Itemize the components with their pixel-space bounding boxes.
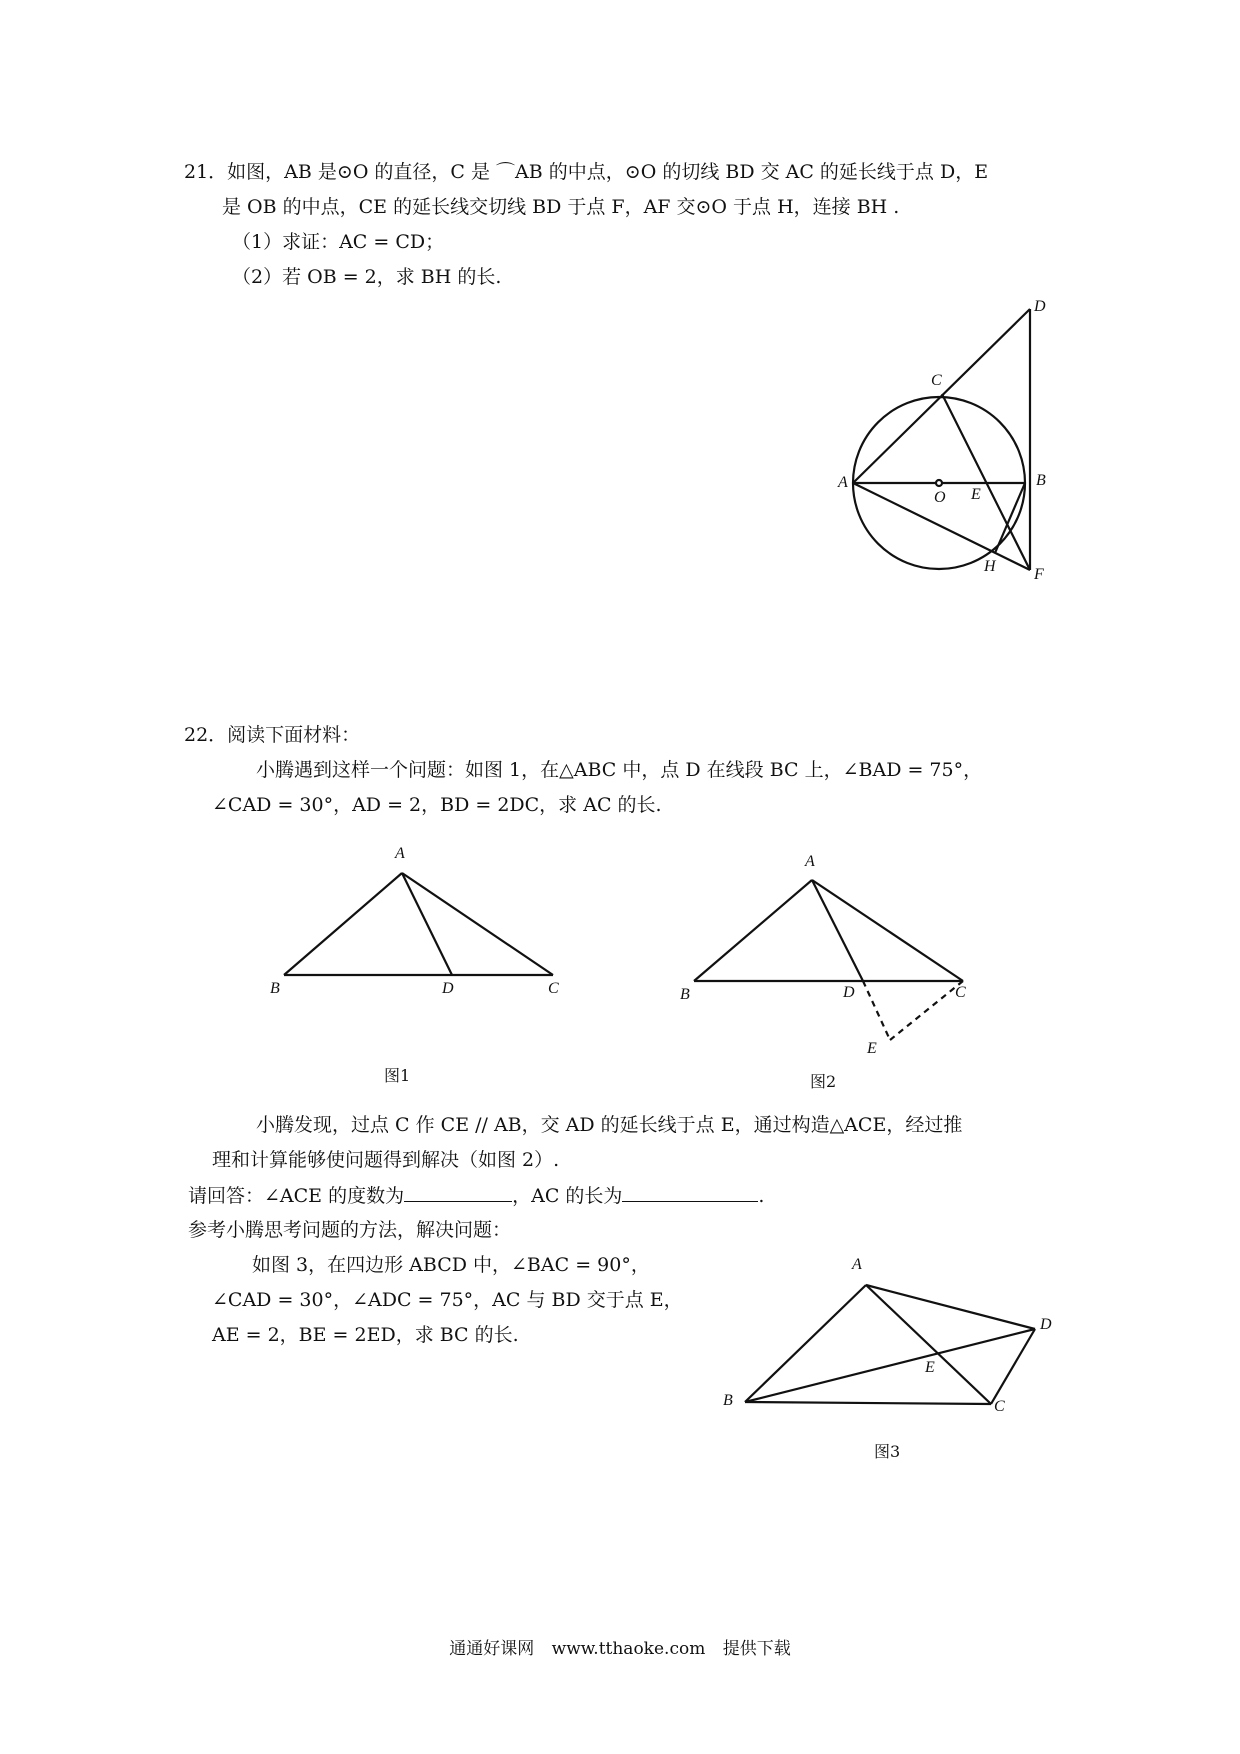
fig2 [694,880,963,1040]
fig3-label-B: B [723,1392,733,1409]
fig3-label-A: A [852,1256,862,1273]
fig2-label-B: B [680,986,690,1003]
answer-blank-ac[interactable] [622,1183,758,1202]
fig3-segment-CD [991,1329,1035,1404]
fig2-dashed-DE [863,981,890,1040]
q21-label-A: A [838,474,848,491]
footer-tail: 提供下载 [722,1639,791,1659]
fig2-label-E: E [867,1040,877,1057]
q21-label-B: B [1036,472,1046,489]
fig3-label-C: C [994,1398,1005,1415]
q22-para3-line2: ∠CAD = 30°，∠ADC = 75°，AC 与 BD 交于点 E， [212,1289,683,1311]
q21-line2: 是 OB 的中点，CE 的延长线交切线 BD 于点 F，AF 交⊙O 于点 H，连接 BH . [222,196,900,218]
q22-ref-line: 参考小腾思考问题的方法，解决问题： [188,1219,512,1241]
answer-blank-angle[interactable] [404,1183,512,1202]
q22-para2-line2: 理和计算能够使问题得到解决（如图 2）. [212,1149,560,1171]
fig2-segment-AD [812,880,863,981]
answer-prefix: 请回答：∠ACE 的度数为 [188,1185,405,1207]
q21-part2: （2）若 OB = 2，求 BH 的长. [232,266,502,288]
fig3-label-D: D [1040,1316,1052,1333]
fig2-dashed-CE [890,981,963,1040]
fig2-label-A: A [805,853,815,870]
fig2-label-C: C [955,984,966,1001]
q21-part1: （1）求证：AC = CD； [232,231,445,253]
fig1-label-C: C [548,980,559,997]
q22-intro: 22．阅读下面材料： [184,724,361,746]
fig3-caption: 图3 [874,1442,901,1461]
fig3-segment-BC [745,1402,991,1404]
fig1-segment-AB [284,873,402,975]
q22-para1-line1: 小腾遇到这样一个问题：如图 1，在△ABC 中，点 D 在线段 BC 上，∠BAD = 75°， [256,759,983,781]
q21-line1: 21．如图，AB 是⊙O 的直径，C 是 ⌒AB 的中点，⊙O 的切线 BD 交 AC 的延长线于点 D，E [184,161,989,183]
q21-center-dot [936,480,942,486]
fig1-caption: 图1 [384,1066,411,1085]
fig2-label-D: D [843,984,855,1001]
q22-para2-line1: 小腾发现，过点 C 作 CE // AB，交 AD 的延长线于点 E，通过构造△ACE，经过推 [256,1114,963,1136]
fig1-segment-AD [402,873,452,975]
fig2-segment-AC [812,880,963,981]
fig3-segment-AD [866,1285,1035,1329]
fig1 [284,873,553,975]
fig1-label-A: A [395,845,405,862]
q22-para3-line3: AE = 2，BE = 2ED，求 BC 的长. [212,1324,519,1346]
q21-label-C: C [931,372,942,389]
fig3-label-E: E [925,1359,935,1376]
footer-url[interactable]: www.tthaoke.com [551,1639,706,1659]
fig1-label-B: B [270,980,280,997]
fig3 [745,1285,1035,1404]
q21-label-F: F [1034,566,1044,583]
q21-label-O: O [934,489,946,506]
q21-figure [853,309,1030,570]
q22-para1-line2: ∠CAD = 30°，AD = 2，BD = 2DC，求 AC 的长. [212,794,662,816]
fig1-segment-AC [402,873,553,975]
fig1-label-D: D [442,980,454,997]
fig3-segment-AB [745,1285,866,1402]
q21-label-E: E [971,486,981,503]
q22-para3-line1: 如图 3，在四边形 ABCD 中，∠BAC = 90°， [252,1254,650,1276]
fig2-segment-AB [694,880,812,981]
q21-segment-BH [995,483,1025,553]
answer-end: . [758,1185,765,1207]
q21-label-D: D [1034,298,1046,315]
q21-segment-AD [853,309,1030,483]
q21-label-H: H [984,558,996,575]
footer-site-name: 通通好课网 [449,1639,535,1659]
fig3-segment-BD [745,1329,1035,1402]
q22-answer-line [188,1183,764,1208]
answer-mid: ，AC 的长为 [512,1185,623,1207]
footer [0,1634,1240,1659]
fig2-caption: 图2 [810,1072,837,1091]
